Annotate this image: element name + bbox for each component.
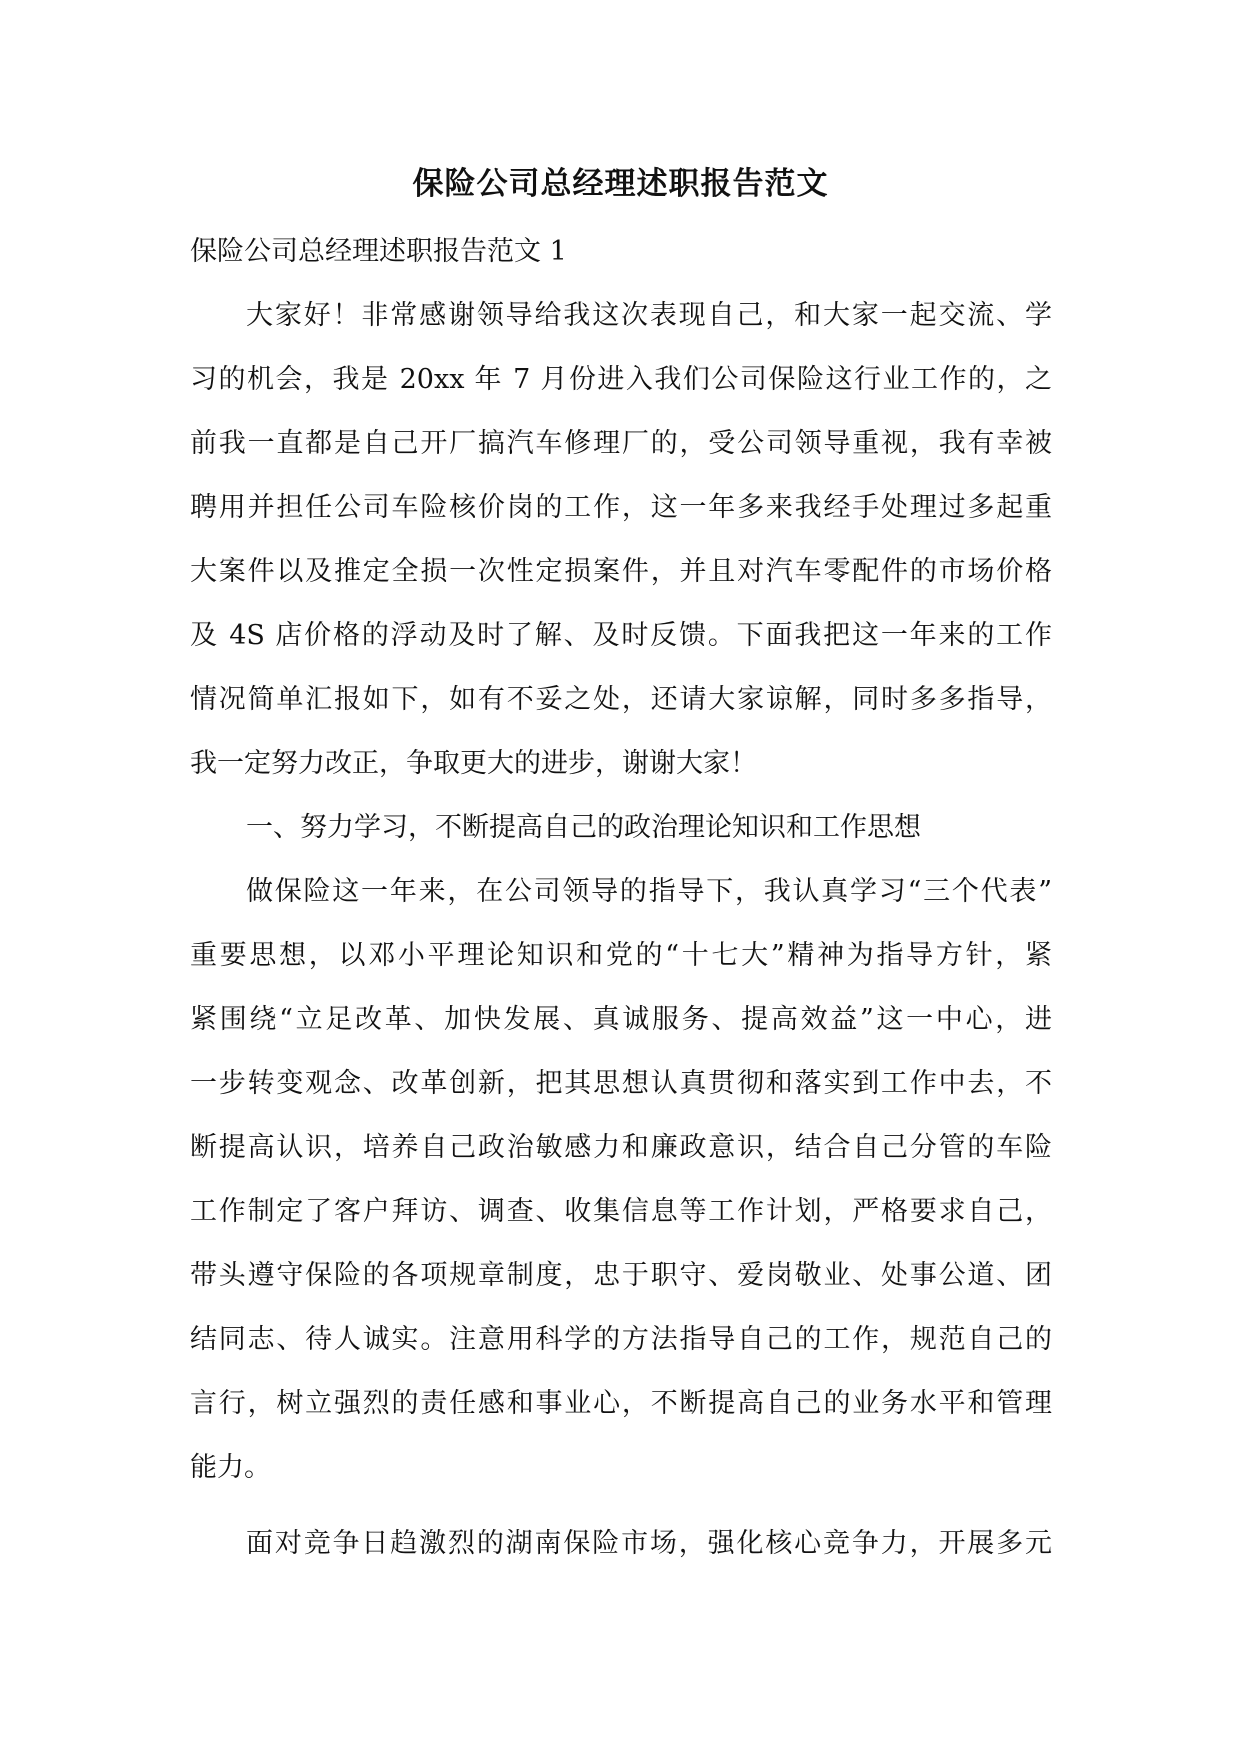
paragraph-line: 一步转变观念、改革创新，把其思想认真贯彻和落实到工作中去，不: [190, 1068, 1052, 1099]
paragraph-line: 大家好！非常感谢领导给我这次表现自己，和大家一起交流、学: [246, 300, 1052, 331]
paragraph-line: 大案件以及推定全损一次性定损案件，并且对汽车零配件的市场价格: [190, 556, 1052, 587]
paragraph-line: 聘用并担任公司车险核价岗的工作，这一年多来我经手处理过多起重: [190, 492, 1052, 523]
paragraph-line: 情况简单汇报如下，如有不妥之处，还请大家谅解，同时多多指导，: [190, 684, 1052, 715]
paragraph-line: 前我一直都是自己开厂搞汽车修理厂的，受公司领导重视，我有幸被: [190, 428, 1052, 459]
paragraph-line: 面对竞争日趋激烈的湖南保险市场，强化核心竞争力，开展多元: [246, 1528, 1052, 1559]
section-heading: 一、努力学习，不断提高自己的政治理论知识和工作思想: [246, 812, 921, 843]
section-subtitle: 保险公司总经理述职报告范文 1: [190, 236, 567, 267]
paragraph-line: 习的机会，我是 20xx 年 7 月份进入我们公司保险这行业工作的，之: [190, 364, 1052, 395]
paragraph-line: 言行，树立强烈的责任感和事业心，不断提高自己的业务水平和管理: [190, 1388, 1052, 1419]
paragraph-line: 能力。: [190, 1452, 271, 1483]
paragraph-line: 结同志、待人诚实。注意用科学的方法指导自己的工作，规范自己的: [190, 1324, 1052, 1355]
paragraph-line: 及 4S 店价格的浮动及时了解、及时反馈。下面我把这一年来的工作: [190, 620, 1052, 651]
paragraph-line: 工作制定了客户拜访、调查、收集信息等工作计划，严格要求自己，: [190, 1196, 1052, 1227]
paragraph-line: 紧围绕“立足改革、加快发展、真诚服务、提高效益”这一中心，进: [190, 1004, 1052, 1035]
paragraph-line: 做保险这一年来，在公司领导的指导下，我认真学习“三个代表”: [246, 876, 1052, 907]
paragraph-line: 重要思想，以邓小平理论知识和党的“十七大”精神为指导方针，紧: [190, 940, 1052, 971]
paragraph-line: 我一定努力改正，争取更大的进步，谢谢大家！: [190, 748, 757, 779]
paragraph-line: 带头遵守保险的各项规章制度，忠于职守、爱岗敬业、处事公道、团: [190, 1260, 1052, 1291]
paragraph-line: 断提高认识，培养自己政治敏感力和廉政意识，结合自己分管的车险: [190, 1132, 1052, 1163]
page-title: 保险公司总经理述职报告范文: [412, 166, 829, 202]
